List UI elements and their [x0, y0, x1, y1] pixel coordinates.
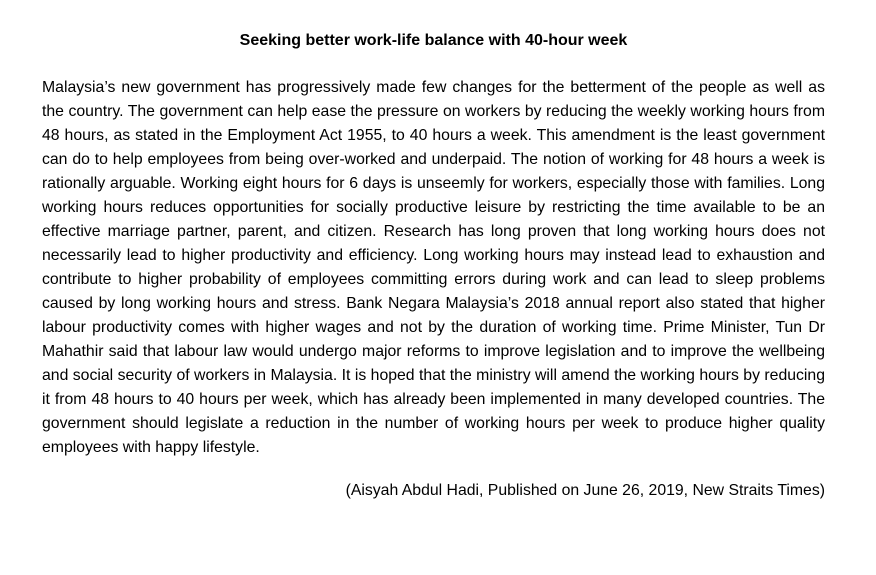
citation: (Aisyah Abdul Hadi, Published on June 26, 2019, New Straits Times)	[345, 482, 825, 499]
document	[42, 0, 825, 502]
document-title: Seeking better work-life balance with 40-hour week	[239, 32, 628, 49]
article-body: Malaysia’s new government has progressively made few changes for the betterment of the people as well as the country. The government can help ease the pressure on workers by reducing the weekly working hours from 48 hours, as stated in the Employment Act 1955, to 40 hours a week. This amendment is the least government can do to help employees from being over-worked and underpaid. The notion of working for 48 hours a week is rationally arguable. Working eight hours for 6 days is unseemly for workers, especially those with families. Long working hours reduces opportunities for socially productive leisure by restricting the time available to be an effective marriage partner, parent, and citizen. Research has long proven that long working hours does not necessarily lead to higher productivity and efficiency. Long working hours may instead lead to exhaustion and contribute to higher probability of employees committing errors during work and can lead to sleep problems caused by long working hours and stress. Bank Negara Malaysia’s 2018 annual report also stated that higher labour productivity comes with higher wages and not by the duration of working time. Prime Minister, Tun Dr Mahathir said that labour law would undergo major reforms to improve legislation and to improve the wellbeing and social security of workers in Malaysia. It is hoped that the ministry will amend the working hours by reducing it from 48 hours to 40 hours per week, which has already been implemented in many developed countries. The government should legislate a reduction in the number of working hours per week to produce higher quality employees with happy lifestyle.	[42, 79, 825, 456]
